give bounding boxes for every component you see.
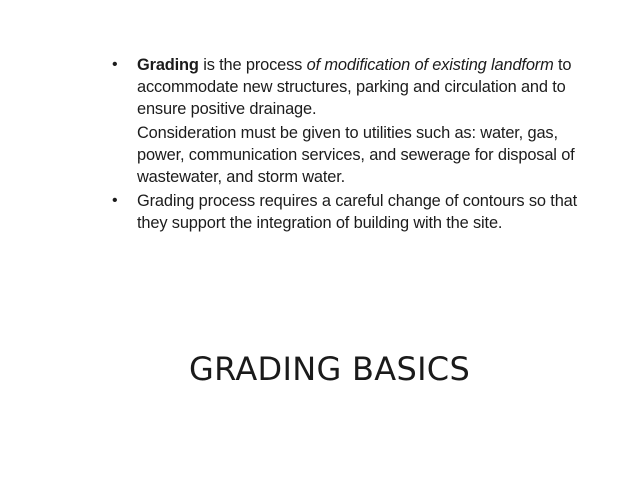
grading-process-paragraph: Grading process requires a careful change of contours so that they support the integration of building with the site. — [137, 192, 578, 232]
bullet-item-grading-definition — [112, 54, 602, 188]
bullet-marker: • — [112, 56, 118, 73]
definition-italic: of modification of existing landform — [306, 56, 554, 74]
grading-definition-paragraph — [137, 54, 602, 120]
grading-term: Grading — [137, 56, 199, 74]
bullet-marker: • — [112, 192, 118, 209]
bullet-list — [112, 54, 602, 234]
utilities-consideration-paragraph: Consideration must be given to utilities such as: water, gas, power, communication services, and sewerage for disposal of wastewater, and storm water. — [137, 124, 575, 186]
definition-text-b: to accommodate new structures, parking and circulation and to ensure positive drainage. — [137, 56, 572, 118]
definition-text-a: is the process — [198, 56, 307, 74]
slide-title: GRADING BASICS — [189, 350, 471, 388]
bullet-item-grading-process — [112, 190, 602, 234]
